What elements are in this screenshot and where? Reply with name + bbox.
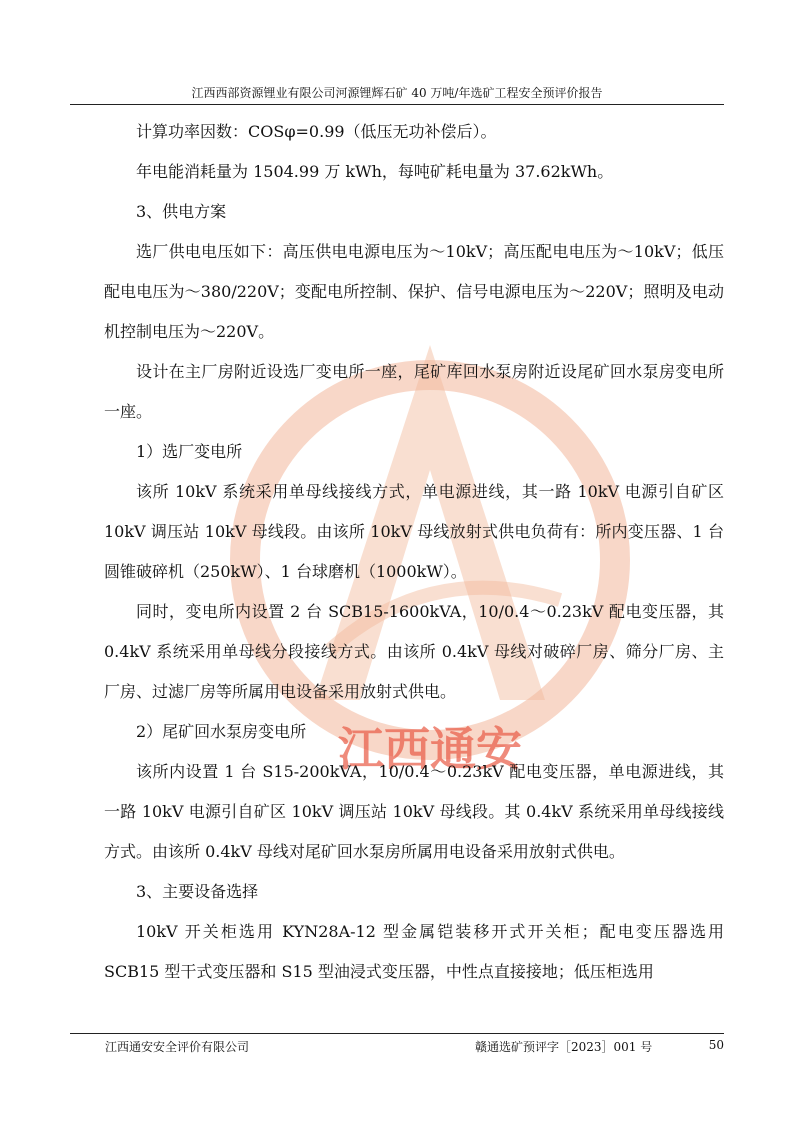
paragraph-voltage-levels: 选厂供电电压如下：高压供电电源电压为～10kV；高压配电电压为～10kV；低压配电电压为～380/220V；变配电所控制、保护、信号电源电压为～220V；照明及电动机控制电压为～220V。 [104, 242, 724, 341]
section-heading-equipment: 3、主要设备选择 [136, 882, 259, 901]
paragraph-substation-layout: 设计在主厂房附近设选厂变电所一座，尾矿库回水泵房附近设尾矿回水泵房变电所一座。 [104, 362, 724, 421]
paragraph-equipment-selection: 10kV 开关柜选用 KYN28A-12 型金属铠装移开式开关柜；配电变压器选用 SCB15 型干式变压器和 S15 型油浸式变压器，中性点直接接地；低压柜选用 [104, 922, 730, 981]
page-footer [70, 1038, 724, 1058]
paragraph-annual-consumption: 年电能消耗量为 1504.99 万 kWh，每吨矿耗电量为 37.62kWh。 [136, 162, 614, 181]
subheading-tailings-substation: 2）尾矿回水泵房变电所 [136, 722, 307, 741]
document-body [104, 112, 730, 992]
paragraph-plant-transformers: 同时，变电所内设置 2 台 SCB15-1600kVA，10/0.4～0.23kV 配电变压器，其 0.4kV 系统采用单母线分段接线方式。由该所 0.4kV 母线对破碎厂房、筛分厂房、主厂房、过滤厂房等所属用电设备采用放射式供电。 [104, 602, 730, 701]
paragraph-plant-10kv-system: 该所 10kV 系统采用单母线接线方式，单电源进线，其一路 10kV 电源引自矿区 10kV 调压站 10kV 母线段。由该所 10kV 母线放射式供电负荷有：所内变压器、1 台圆锥破碎机（250kW）、1 台球磨机（1000kW）。 [104, 482, 730, 581]
header-divider [70, 104, 724, 105]
footer-company: 江西通安安全评价有限公司 [105, 1040, 250, 1054]
footer-page-number: 50 [708, 1038, 724, 1052]
subheading-plant-substation: 1）选厂变电所 [136, 442, 243, 461]
footer-doc-number: 赣通选矿预评字［2023］001 号 [475, 1040, 653, 1054]
paragraph-tailings-substation: 该所内设置 1 台 S15-200kVA，10/0.4～0.23kV 配电变压器，单电源进线，其一路 10kV 电源引自矿区 10kV 调压站 10kV 母线段。其 0.4kV 系统采用单母线接线方式。由该所 0.4kV 母线对尾矿回水泵房所属用电设备采用放射式供电。 [104, 762, 724, 861]
section-heading-supply-plan: 3、供电方案 [136, 202, 227, 221]
footer-divider [70, 1033, 724, 1034]
paragraph-power-factor: 计算功率因数：COSφ=0.99（低压无功补偿后）。 [136, 122, 497, 141]
page-header: 江西西部资源锂业有限公司河源锂辉石矿 40 万吨/年选矿工程安全预评价报告 [191, 86, 603, 100]
watermark-text: 江西通安 [338, 722, 522, 776]
